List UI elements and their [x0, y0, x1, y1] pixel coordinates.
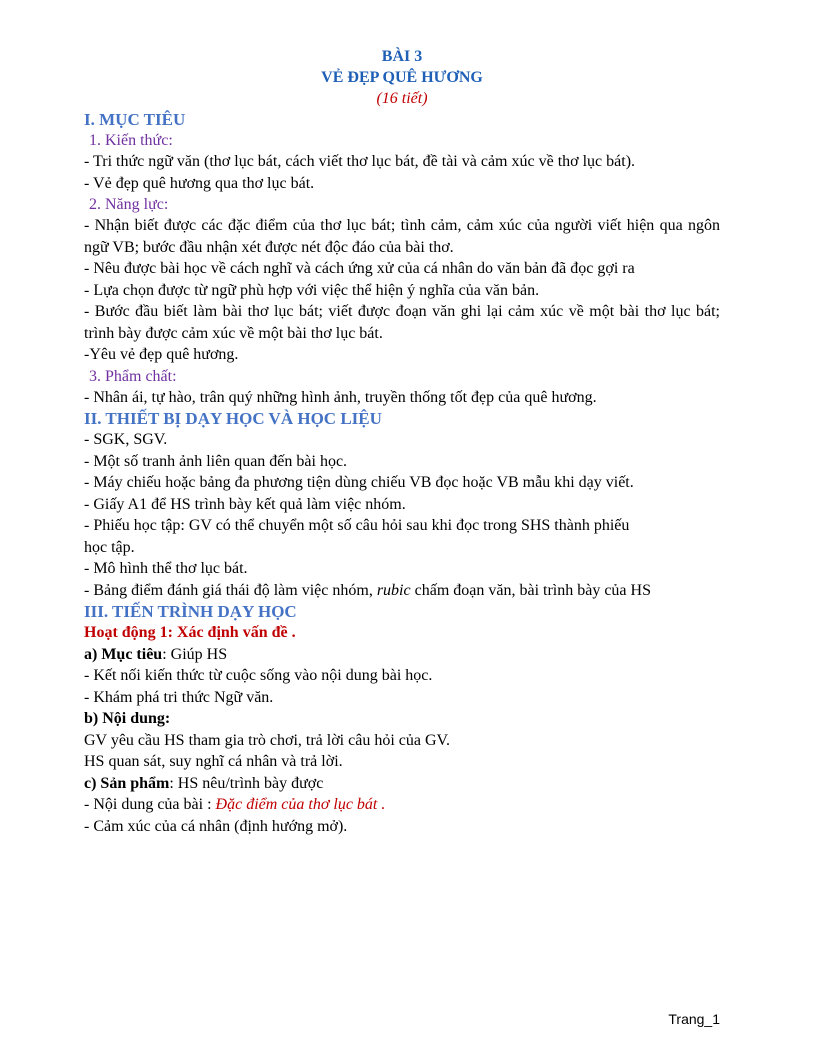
- text-run: : HS nêu/trình bày được: [169, 774, 324, 792]
- lesson-duration: (16 tiết): [376, 90, 428, 107]
- paragraph: - Phiếu học tập: GV có thể chuyển một số câu hỏi sau khi đọc trong SHS thành phiếu: [84, 517, 630, 534]
- paragraph: - Mô hình thể thơ lục bát.: [84, 560, 248, 577]
- paragraph: [84, 580, 720, 602]
- paragraph: [84, 644, 720, 666]
- paragraph: - Một số tranh ảnh liên quan đến bài học.: [84, 452, 348, 470]
- highlight-text: Đặc điểm của thơ lục bát .: [215, 796, 386, 813]
- page-number: Trang_1: [668, 1011, 720, 1027]
- text-run: - Bảng điểm đánh giá thái độ làm việc nhóm,: [84, 581, 377, 599]
- paragraph: -Yêu vẻ đẹp quê hương.: [84, 346, 239, 363]
- paragraph: HS quan sát, suy nghĩ cá nhân và trả lời.: [84, 753, 343, 770]
- section-heading-equipment: II. THIẾT BỊ DẠY HỌC VÀ HỌC LIỆU: [84, 409, 382, 428]
- paragraph: - Cảm xúc của cá nhân (định hướng mở).: [84, 817, 348, 835]
- italic-term: rubic: [376, 581, 411, 599]
- text-run: chấm đoạn văn, bài trình bày của HS: [410, 581, 651, 599]
- text-run: - Nội dung của bài :: [84, 796, 216, 813]
- paragraph: - Máy chiếu hoặc bảng đa phương tiện dùng chiếu VB đọc hoặc VB mẫu khi dạy viết.: [84, 474, 634, 491]
- paragraph: - Bước đầu biết làm bài thơ lục bát; viết được đoạn văn ghi lại cảm xúc về một bài thơ lục bát; trình bày được cảm xúc về một bài thơ lục bát.: [84, 303, 720, 342]
- subheading-qualities: 3. Phẩm chất:: [89, 367, 177, 385]
- section-heading-process: III. TIẾN TRÌNH DẠY HỌC: [84, 602, 297, 621]
- paragraph: [84, 773, 720, 795]
- paragraph: - Nhận biết được các đặc điểm của thơ lục bát; tình cảm, cảm xúc của người viết hiện qua ngôn ngữ VB; bước đầu nhận xét được nét độc đáo của bài thơ.: [84, 217, 720, 256]
- label-objective: a) Mục tiêu: [84, 645, 163, 663]
- lesson-title: VẺ ĐẸP QUÊ HƯƠNG: [321, 69, 483, 86]
- document-page: [84, 46, 720, 837]
- paragraph: - Lựa chọn được từ ngữ phù hợp với việc thể hiện ý nghĩa của văn bản.: [84, 281, 540, 299]
- paragraph: - Giấy A1 để HS trình bày kết quả làm việc nhóm.: [84, 495, 406, 513]
- section-heading-objectives: I. MỤC TIÊU: [84, 110, 186, 129]
- paragraph: - Tri thức ngữ văn (thơ lục bát, cách viết thơ lục bát, đề tài và cảm xúc về thơ lục bát).: [84, 153, 636, 170]
- subheading-knowledge: 1. Kiến thức:: [89, 132, 173, 149]
- paragraph: - Vẻ đẹp quê hương qua thơ lục bát.: [84, 174, 315, 192]
- paragraph: - Nhân ái, tự hào, trân quý những hình ảnh, truyền thống tốt đẹp của quê hương.: [84, 388, 597, 406]
- label-content: b) Nội dung:: [84, 710, 171, 727]
- paragraph: - Kết nối kiến thức từ cuộc sống vào nội dung bài học.: [84, 667, 433, 684]
- paragraph: học tập.: [84, 538, 135, 556]
- lesson-number: BÀI 3: [381, 48, 423, 65]
- paragraph: - Nêu được bài học về cách nghĩ và cách ứng xử của cá nhân do văn bản đã đọc gợi ra: [84, 260, 635, 277]
- subheading-abilities: 2. Năng lực:: [89, 196, 169, 213]
- paragraph: [84, 794, 720, 816]
- paragraph: - Khám phá tri thức Ngữ văn.: [84, 688, 274, 706]
- paragraph: GV yêu cầu HS tham gia trò chơi, trả lời câu hỏi của GV.: [84, 731, 451, 749]
- text-run: : Giúp HS: [162, 645, 228, 663]
- paragraph: - SGK, SGV.: [84, 431, 168, 448]
- label-product: c) Sản phẩm: [84, 774, 170, 792]
- activity-heading: Hoạt động 1: Xác định vấn đề .: [84, 624, 296, 641]
